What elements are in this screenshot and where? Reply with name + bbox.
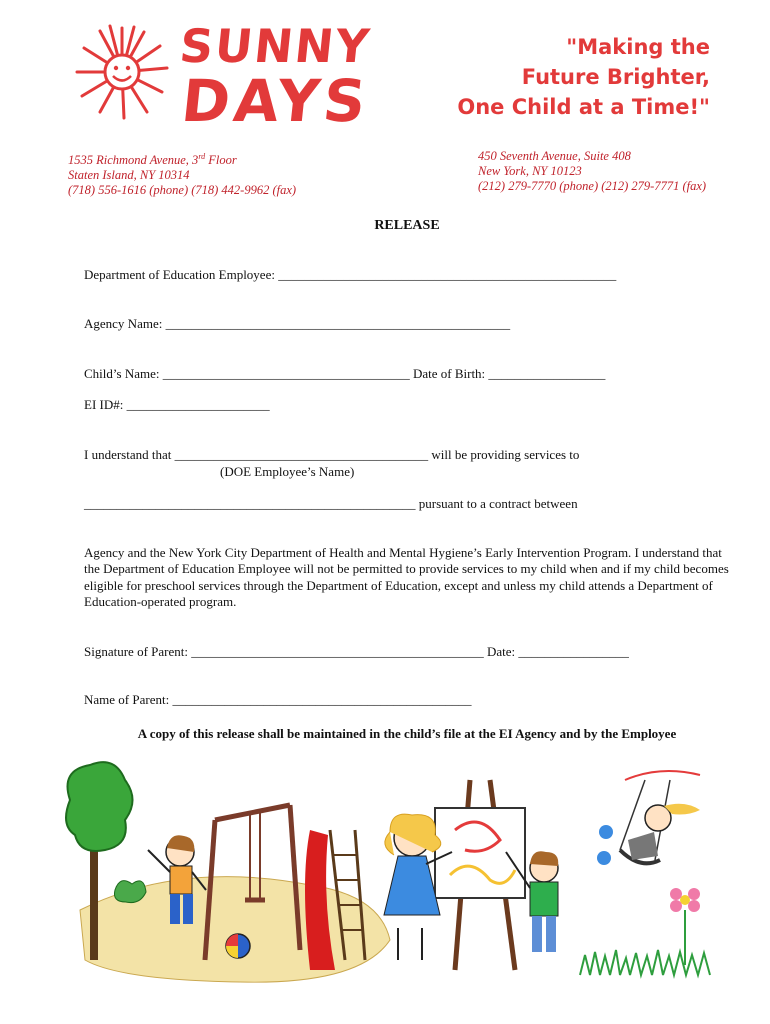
address-line-1: 450 Seventh Avenue, Suite 408 <box>478 149 631 163</box>
address-line-2: New York, NY 10123 <box>478 164 582 178</box>
bush-icon <box>114 881 146 903</box>
tagline-line-2: Future Brighter, <box>521 65 710 89</box>
signature-date-field[interactable]: Signature of Parent: _____________________________________________ Date: _________________ <box>84 644 629 659</box>
logo <box>72 19 374 140</box>
ball-icon <box>226 934 250 958</box>
address-line-3: (212) 279-7770 (phone) (212) 279-7771 (fax) <box>478 179 707 193</box>
address-staten-island <box>68 149 296 198</box>
tagline-line-3: One Child at a Time!" <box>457 95 710 119</box>
doe-employee-caption: (DOE Employee’s Name) <box>220 464 355 479</box>
understand-line[interactable]: I understand that _______________________________________ will be providing services to <box>84 447 580 462</box>
playground-illustration <box>60 760 720 990</box>
logo-days: DAYS <box>178 67 373 135</box>
easel-icon <box>435 780 525 970</box>
doe-employee-field[interactable]: Department of Education Employee: ____________________________________________________ <box>84 267 617 282</box>
parent-name-field[interactable]: Name of Parent: ______________________________________________ <box>84 692 472 707</box>
child-name-dob-field[interactable]: Child’s Name: ______________________________________ Date of Birth: __________________ <box>84 366 606 381</box>
swinging-child-icon <box>597 771 700 865</box>
logo-sunny: SUNNY <box>177 19 374 73</box>
flower-icon <box>670 888 700 965</box>
tagline <box>440 32 710 122</box>
pursuant-line[interactable]: ___________________________________________________ pursuant to a contract between <box>84 496 578 511</box>
release-paragraph: Agency and the New York City Department of Health and Mental Hygiene’s Early Intervention Program. I understand that the Department of Education Employee will not be permitted to provide services to my child when and if my child becomes eligible for preschool services through the Department of Education, except and unless my child attends a Department of Education-operated program. <box>84 545 729 609</box>
ei-id-field[interactable]: EI ID#: ______________________ <box>84 397 270 412</box>
tagline-line-1: "Making the <box>566 35 710 59</box>
address-line-1: 1535 Richmond Avenue, 3rd Floor <box>68 152 237 168</box>
address-line-3: (718) 556-1616 (phone) (718) 442-9962 (fax) <box>68 183 297 198</box>
sun-icon <box>72 22 172 122</box>
form-title: RELEASE <box>374 218 440 233</box>
footer-note: A copy of this release shall be maintained in the child’s file at the EI Agency and by the Employee <box>137 726 677 741</box>
address-new-york <box>478 149 706 194</box>
grass-icon <box>580 950 710 975</box>
address-line-2: Staten Island, NY 10314 <box>68 168 190 183</box>
agency-name-field[interactable]: Agency Name: _____________________________________________________ <box>84 316 511 331</box>
